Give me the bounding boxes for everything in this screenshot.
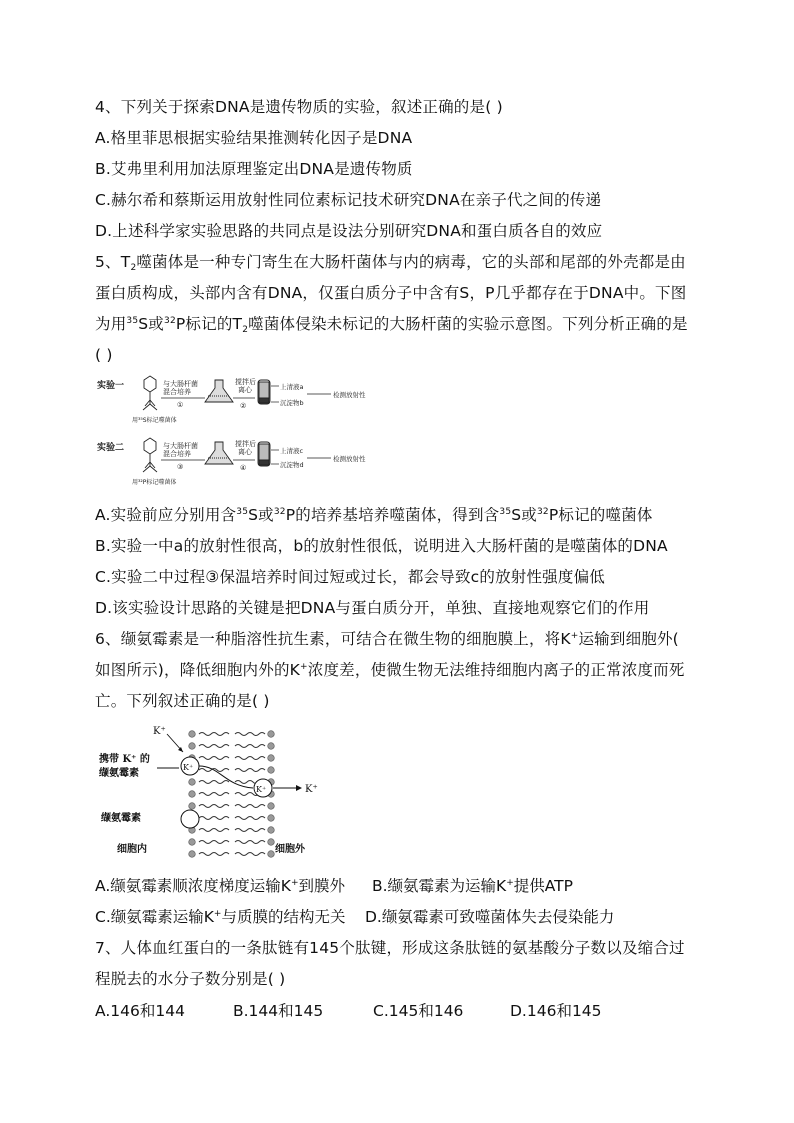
q5-option-a: A.实验前应分别用含$^{35}$S或$^{32}$P的培养基培养噬菌体，得到含$^{35}$S或$^{32}$P标记的噬菌体	[95, 506, 653, 524]
q6-stem-line3: 亡。下列叙述正确的是( )	[95, 692, 270, 710]
q6-options-row1	[95, 876, 573, 896]
valinomycin-label: 缬氨霉素	[101, 813, 141, 824]
q4-option-b: B.艾弗里利用加法原理鉴定出DNA是遗传物质	[95, 160, 413, 178]
svg-text:①: ①	[177, 401, 184, 409]
q5-stem-line3: 为用$^{35}$S或$^{32}$P标记的$T_2$噬菌体侵染未标记的大肠杆菌的实验示意图。下列分析正确的是	[95, 315, 688, 335]
q7-option-b: B.144和145	[233, 1002, 324, 1020]
q7-option-c: C.145和146	[373, 1002, 464, 1020]
q6-option-c: C.缬氨霉素运输K+与质膜的结构无关	[95, 908, 346, 926]
q6-option-b: B.缬氨霉素为运输K+提供ATP	[372, 877, 573, 895]
svg-text:搅拌后: 搅拌后	[235, 378, 256, 386]
q5-stem-line4: ( )	[95, 346, 113, 364]
q4-option-c: C.赫尔希和蔡斯运用放射性同位素标记技术研究DNA在亲子代之间的传递	[95, 191, 602, 209]
flask-icon	[205, 380, 233, 402]
flask-icon	[205, 442, 233, 464]
q4-option-d: D.上述科学家实验思路的共同点是设法分别研究DNA和蛋白质各自的效应	[95, 222, 603, 240]
q5-stem-line1: 5、$T_2$噬菌体是一种专门寄生在大肠杆菌体与内的病毒，它的头部和尾部的外壳都是由	[95, 253, 686, 273]
svg-text:上清液a: 上清液a	[280, 383, 304, 391]
svg-text:③: ③	[177, 463, 184, 471]
exp1-label: 实验一	[97, 381, 125, 391]
q5-option-d: D.该实验设计思路的关键是把DNA与蛋白质分开，单独、直接地观察它们的作用	[95, 599, 650, 617]
q6-options-row2	[95, 907, 614, 927]
phage-icon	[143, 376, 157, 410]
k-ion-top: K⁺	[153, 726, 166, 737]
svg-text:检测放射性: 检测放射性	[333, 455, 366, 463]
valinomycin-empty	[181, 810, 199, 828]
q6-option-a: A.缬氨霉素顺浓度梯度运输K+到膜外	[95, 877, 345, 895]
q7-stem-line2: 程脱去的水分子数分别是( )	[95, 970, 286, 988]
svg-text:混合培养: 混合培养	[163, 450, 191, 458]
valinomycin-membrane-figure	[95, 724, 335, 864]
carrier-label-2: 缬氨霉素	[99, 768, 139, 779]
centrifuge-tube-icon	[258, 442, 270, 466]
centrifuge-tube-icon	[258, 380, 270, 404]
svg-text:②: ②	[240, 402, 247, 410]
svg-text:上清液c: 上清液c	[280, 447, 304, 455]
svg-text:与大肠杆菌: 与大肠杆菌	[163, 442, 198, 450]
q4-option-a: A.格里菲思根据实验结果推测转化因子是DNA	[95, 129, 413, 147]
k-ion-right: K⁺	[305, 784, 318, 795]
q4-stem: 4、下列关于探索DNA是遗传物质的实验，叙述正确的是( )	[95, 98, 503, 116]
q6-option-d: D.缬氨霉素可致噬菌体失去侵染能力	[365, 908, 615, 926]
q6-stem-line2: 如图所示)，降低细胞内外的K+浓度差，使微生物无法维持细胞内离子的正常浓度而死	[95, 661, 685, 679]
svg-text:检测放射性: 检测放射性	[333, 391, 366, 399]
svg-text:离心: 离心	[238, 448, 252, 456]
q7-stem-line1: 7、人体血红蛋白的一条肽链有145个肽键，形成这条肽链的氨基酸分子数以及缩合过	[95, 939, 685, 957]
svg-text:K⁺: K⁺	[183, 763, 194, 772]
outside-label: 细胞外	[275, 844, 305, 855]
q5-stem-line2: 蛋白质构成，头部内含有DNA，仅蛋白质分子中含有S，P几乎都存在于DNA中。下图	[95, 284, 687, 302]
q6-stem-line1: 6、缬氨霉素是一种脂溶性抗生素，可结合在微生物的细胞膜上，将K+运输到细胞外(	[95, 630, 679, 648]
svg-text:沉淀物b: 沉淀物b	[280, 399, 304, 407]
svg-text:沉淀物d: 沉淀物d	[280, 461, 304, 469]
svg-text:搅拌后: 搅拌后	[235, 440, 256, 448]
exp1-phage-label: 用³⁵S标记噬菌体	[132, 417, 177, 424]
phage-icon	[143, 438, 157, 472]
q7-option-a: A.146和144	[95, 1002, 185, 1020]
q7-options-row	[95, 1001, 602, 1021]
exp2-phage-label: 用³²P标记噬菌体	[132, 479, 177, 486]
membrane-left-tails	[199, 733, 229, 856]
q5-option-c: C.实验二中过程③保温培养时间过短或过长，都会导致c的放射性强度偏低	[95, 568, 605, 586]
inside-label: 细胞内	[117, 844, 147, 855]
q7-option-d: D.146和145	[510, 1002, 602, 1020]
svg-text:④: ④	[240, 464, 247, 472]
svg-text:离心: 离心	[238, 386, 252, 394]
svg-text:与大肠杆菌: 与大肠杆菌	[163, 380, 198, 388]
membrane-left-beads	[189, 731, 196, 858]
q5-option-b: B.实验一中a的放射性很高，b的放射性很低，说明进入大肠杆菌的是噬菌体的DNA	[95, 537, 668, 555]
svg-text:K⁺: K⁺	[256, 785, 267, 794]
phage-experiment-figure	[95, 372, 395, 490]
carrier-label-1: 携带 K⁺ 的	[99, 754, 150, 765]
exp2-label: 实验二	[97, 443, 125, 453]
svg-text:混合培养: 混合培养	[163, 388, 191, 396]
